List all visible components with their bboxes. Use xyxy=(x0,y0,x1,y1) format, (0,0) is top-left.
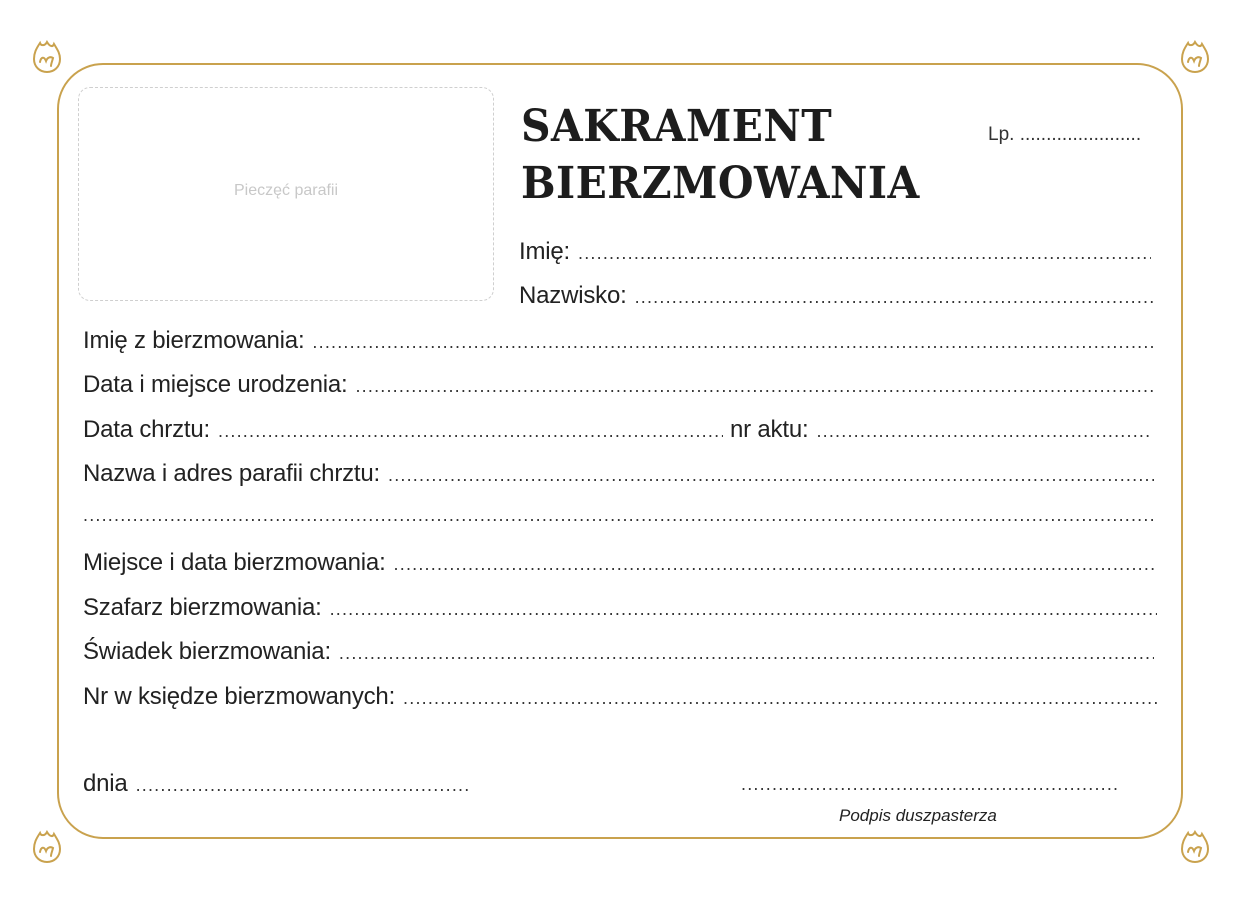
document-title xyxy=(521,98,920,212)
fill-line[interactable] xyxy=(403,688,1157,709)
stamp-placeholder: Pieczęć parafii xyxy=(233,182,339,199)
fill-line[interactable] xyxy=(635,287,1155,308)
fill-line[interactable] xyxy=(578,243,1151,264)
field-label: Data i miejsce urodzenia: xyxy=(83,371,348,398)
field-label: Imię: xyxy=(519,238,571,265)
fill-line[interactable] xyxy=(816,421,1152,442)
flame-icon xyxy=(1180,830,1210,864)
signature-label: Podpis duszpasterza xyxy=(839,806,997,825)
field-minister[interactable] xyxy=(83,594,1157,624)
fill-line[interactable] xyxy=(83,505,1154,526)
field-date[interactable] xyxy=(83,770,471,800)
fill-line[interactable] xyxy=(388,465,1154,486)
field-label: Data chrztu: xyxy=(83,416,210,443)
field-birth-date-place[interactable] xyxy=(83,371,1154,401)
field-label: Szafarz bierzmowania: xyxy=(83,594,322,621)
field-label: Świadek bierzmowania: xyxy=(83,638,331,665)
field-label: Miejsce i data bierzmowania: xyxy=(83,549,386,576)
parish-stamp-area xyxy=(78,87,494,301)
title-line-2: BIERZMOWANIA xyxy=(521,158,920,209)
field-label: Imię z bierzmowania: xyxy=(83,327,305,354)
field-baptism-parish-continued[interactable] xyxy=(75,505,1154,535)
field-sponsor[interactable] xyxy=(83,638,1154,668)
field-baptism-date[interactable] xyxy=(83,416,723,446)
lp-number-field[interactable]: Lp. ....................... xyxy=(988,124,1142,145)
fill-line[interactable] xyxy=(218,421,723,442)
title-line-1: SAKRAMENT xyxy=(521,101,833,152)
fill-line[interactable] xyxy=(330,599,1157,620)
field-label: Nazwisko: xyxy=(519,282,627,309)
field-confirmation-name[interactable] xyxy=(83,327,1154,357)
field-label: Nazwa i adres parafii chrztu: xyxy=(83,460,380,487)
field-register-number[interactable] xyxy=(83,683,1157,713)
flame-icon xyxy=(1180,40,1210,74)
field-label: Nr w księdze bierzmowanych: xyxy=(83,683,396,710)
field-act-number[interactable] xyxy=(730,416,1152,446)
field-baptism-parish[interactable] xyxy=(83,460,1154,490)
flame-icon xyxy=(32,40,62,74)
field-label: nr aktu: xyxy=(730,416,809,443)
flame-icon xyxy=(32,830,62,864)
field-first-name[interactable] xyxy=(519,238,1151,268)
fill-line[interactable] xyxy=(136,775,471,796)
fill-line[interactable] xyxy=(339,643,1154,664)
fill-line[interactable] xyxy=(394,554,1154,575)
fill-line[interactable] xyxy=(355,376,1154,397)
field-last-name[interactable] xyxy=(519,282,1155,312)
signature-line[interactable] xyxy=(741,774,1117,795)
fill-line[interactable] xyxy=(312,332,1154,353)
field-label: dnia xyxy=(83,770,128,797)
field-confirmation-place-date[interactable] xyxy=(83,549,1154,579)
